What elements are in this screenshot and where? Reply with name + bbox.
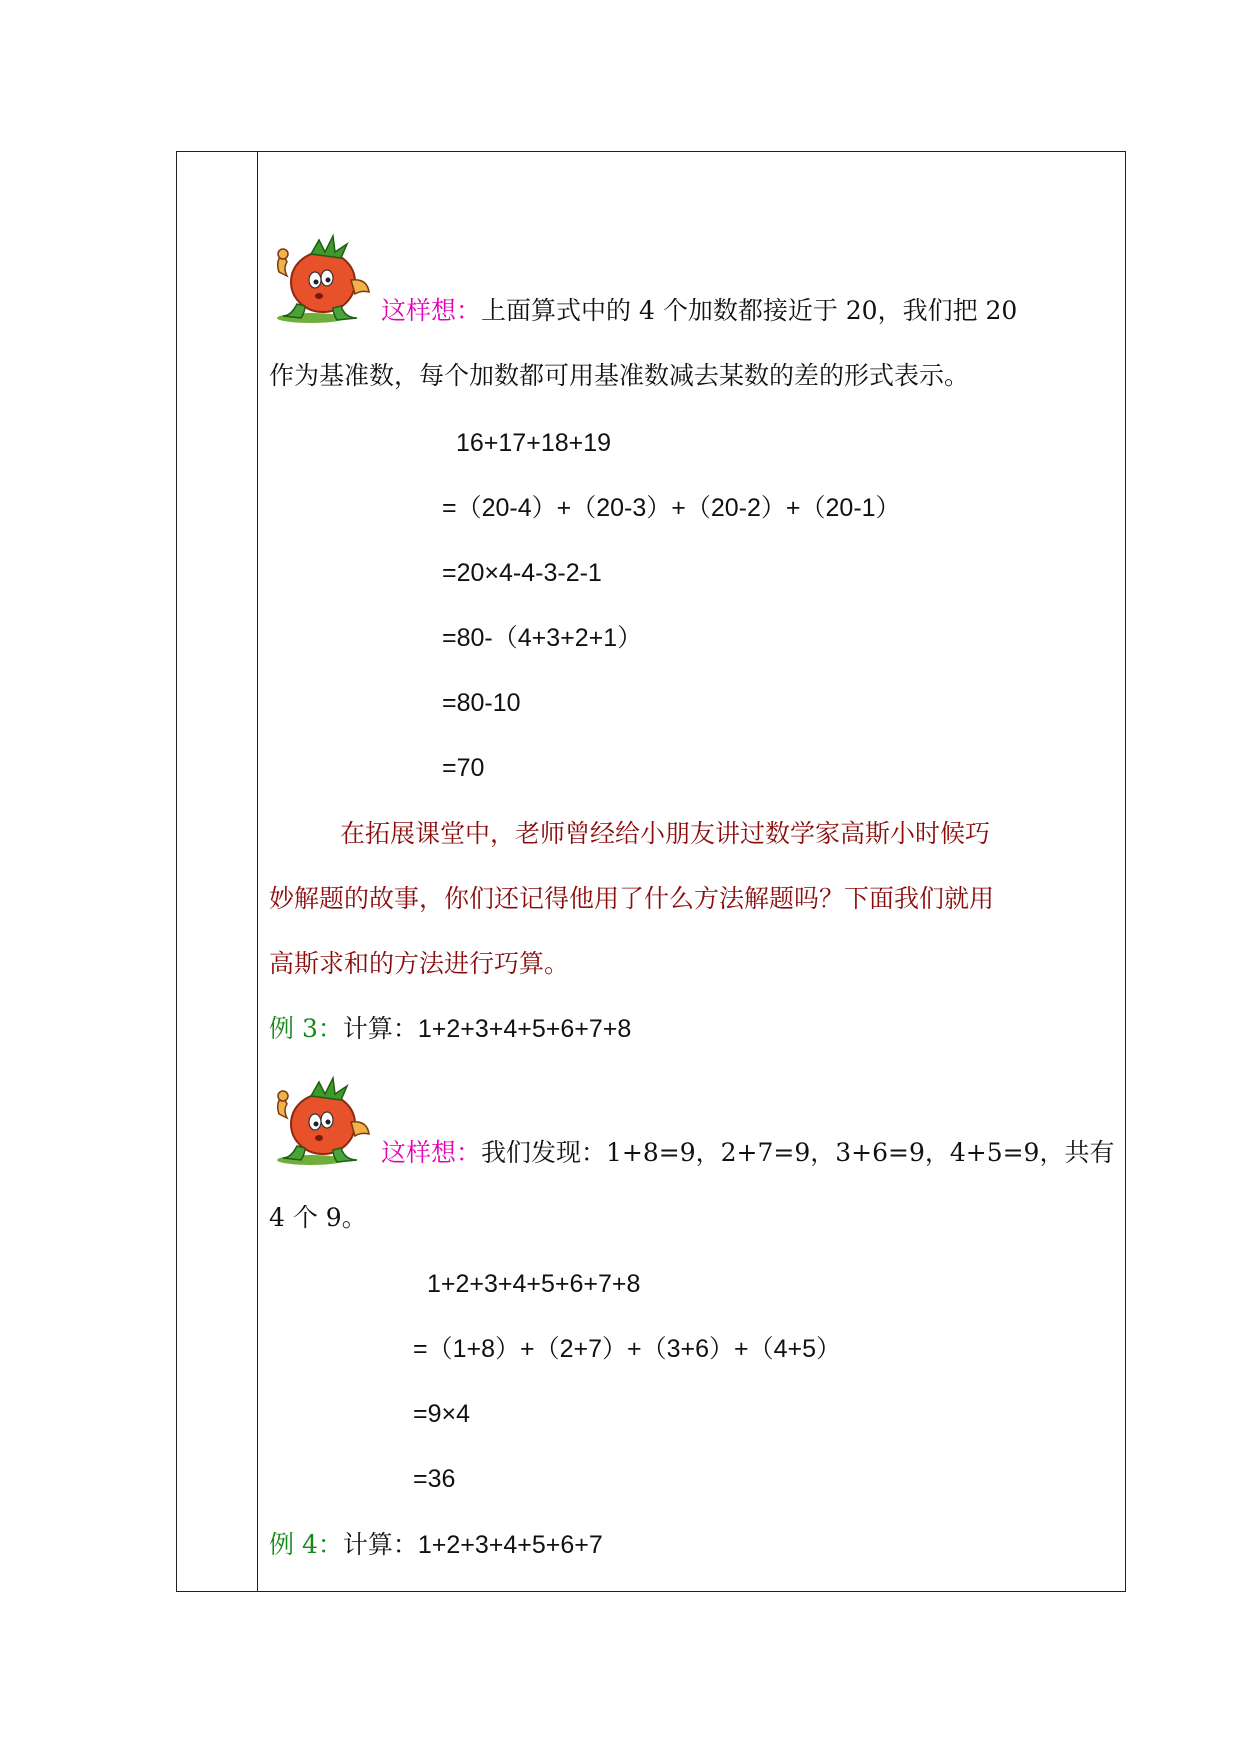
calc-step: =（1+8）+（2+7）+（3+6）+（4+5） <box>413 1335 842 1363</box>
example-label: 例 3： <box>269 1014 343 1043</box>
example-label: 例 4： <box>269 1530 343 1559</box>
example-4 <box>269 1532 603 1558</box>
hint-text: 上面算式中的 4 个加数都接近于 20，我们把 20 <box>481 296 1018 325</box>
hint-text-continued: 作为基准数，每个加数都可用基准数减去某数的差的形式表示。 <box>269 361 970 390</box>
calc-step: =80-10 <box>442 689 521 717</box>
example-text: 计算：1+2+3+4+5+6+7+8 <box>342 1015 632 1043</box>
example-3 <box>269 1016 631 1042</box>
story-line: 高斯求和的方法进行巧算。 <box>269 949 570 978</box>
calc-step: =36 <box>413 1465 456 1493</box>
hint-text-continued: 4 个 9。 <box>269 1203 367 1232</box>
tomato-mascot-icon <box>271 1074 383 1166</box>
calc-step: =20×4-4-3-2-1 <box>442 559 602 587</box>
calc-step: =（20-4）+（20-3）+（20-2）+（20-1） <box>442 494 901 522</box>
example-text: 计算：1+2+3+4+5+6+7 <box>342 1531 603 1559</box>
calc-step: =80-（4+3+2+1） <box>442 624 643 652</box>
story-line: 在拓展课堂中，老师曾经给小朋友讲过数学家高斯小时候巧 <box>340 819 991 848</box>
story-line: 妙解题的故事，你们还记得他用了什么方法解题吗？下面我们就用 <box>269 884 995 913</box>
calc-step: =9×4 <box>413 1400 471 1428</box>
column-divider <box>257 152 258 1591</box>
calc-step: =70 <box>442 754 485 782</box>
hint-label: 这样想： <box>381 296 482 325</box>
tomato-mascot-icon <box>271 232 383 324</box>
hint-label: 这样想： <box>381 1138 482 1167</box>
calc-step: 1+2+3+4+5+6+7+8 <box>427 1270 641 1298</box>
calc-step: 16+17+18+19 <box>456 429 612 457</box>
hint-text: 我们发现：1+8=9，2+7=9，3+6=9，4+5=9，共有 <box>481 1138 1115 1167</box>
